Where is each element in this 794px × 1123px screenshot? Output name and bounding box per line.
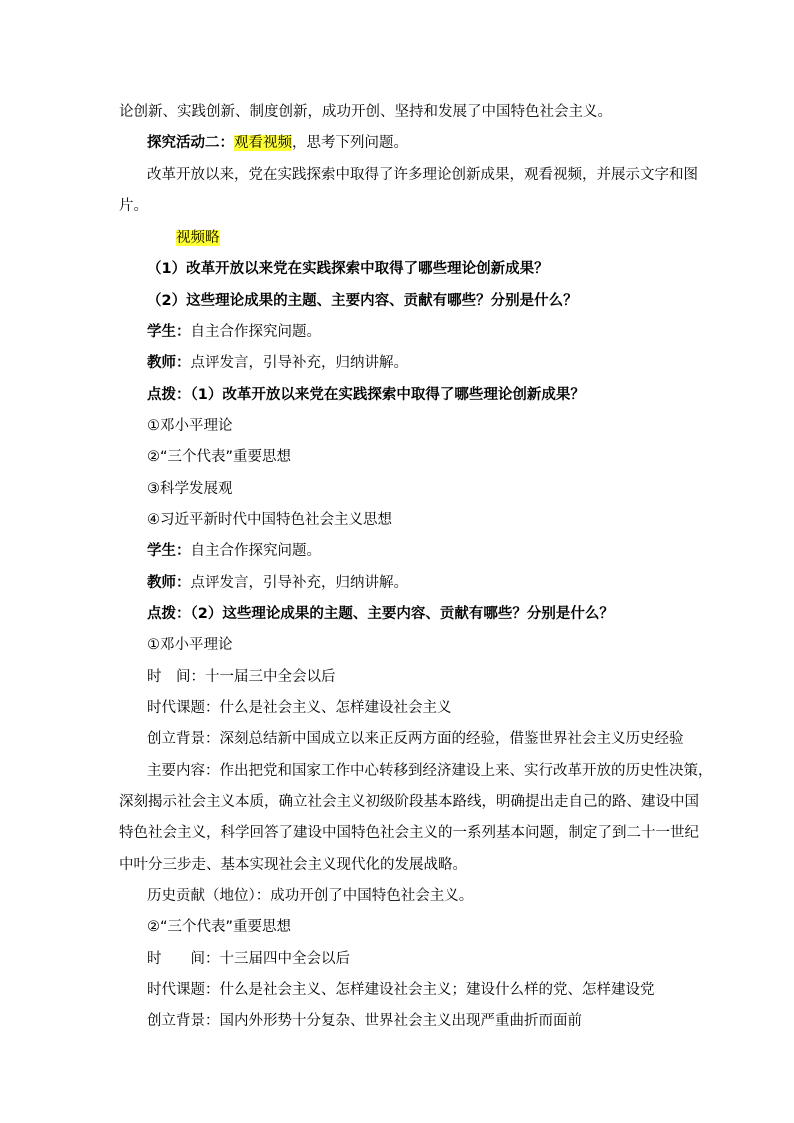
video-note [176, 228, 220, 248]
theory-item: ①邓小平理论 [147, 418, 233, 434]
student-line-1 [147, 322, 321, 342]
deng-content-line: 中叶分三步走、基本实现社会主义现代化的发展战略。 [119, 857, 467, 873]
intro-tail: 论创新、实践创新、制度创新，成功开创、坚持和发展了中国特色社会主义。 [119, 104, 612, 120]
activity-rest: ，思考下列问题。 [292, 135, 408, 151]
deng-content-line: 深刻揭示社会主义本质，确立社会主义初级阶段基本路线，明确提出走自己的路、建设中国 [119, 794, 699, 810]
teacher-label: 教师： [147, 575, 191, 591]
student-text: 自主合作探究问题。 [190, 543, 321, 559]
video-note-text: 视频略 [176, 230, 220, 246]
deng-background: 创立背景：深刻总结新中国成立以来正反两方面的经验，借鉴世界社会主义历史经验 [147, 731, 684, 747]
deng-contribution: 历史贡献（地位）：成功开创了中国特色社会主义。 [147, 888, 474, 904]
teacher-line-2 [147, 573, 408, 593]
question-2: （2）这些理论成果的主题、主要内容、贡献有哪些？分别是什么？ [147, 293, 578, 309]
teacher-text: 点评发言，引导补充，归纳讲解。 [190, 575, 408, 591]
guide-line-1 [147, 385, 585, 405]
guide-line-2 [147, 604, 614, 624]
teacher-label: 教师： [147, 355, 191, 371]
teacher-text: 点评发言，引导补充，归纳讲解。 [190, 355, 408, 371]
teacher-line-1 [147, 353, 408, 373]
guide-text: （1）改革开放以来党在实践探索中取得了哪些理论创新成果？ [190, 387, 585, 403]
theory-item: ④习近平新时代中国特色社会主义思想 [147, 512, 392, 528]
question-1: （1）改革开放以来党在实践探索中取得了哪些理论创新成果？ [147, 261, 549, 277]
deng-content-line: 主要内容：作出把党和国家工作中心转移到经济建设上来、实行改革开放的历史性决策， [147, 763, 713, 779]
three-represents-topic: 时代课题：什么是社会主义、怎样建设社会主义；建设什么样的党、怎样建设党 [147, 982, 655, 998]
activity-desc-line-1: 改革开放以来，党在实践探索中取得了许多理论创新成果，观看视频，并展示文字和图 [147, 167, 698, 183]
activity-desc-line-2: 片。 [119, 198, 148, 214]
activity-heading [147, 133, 408, 153]
theory-item: ②“三个代表”重要思想 [147, 449, 292, 465]
deng-title: ①邓小平理论 [147, 637, 233, 653]
activity-label: 探究活动二： [147, 135, 234, 151]
student-label: 学生： [147, 543, 191, 559]
guide-label: 点拨： [147, 387, 191, 403]
theory-item: ③科学发展观 [147, 481, 233, 497]
deng-content-line: 特色社会主义，科学回答了建设中国特色社会主义的一系列基本问题，制定了到二十一世纪 [119, 825, 699, 841]
deng-time: 时 间：十一届三中全会以后 [147, 669, 336, 685]
three-represents-background: 创立背景：国内外形势十分复杂、世界社会主义出现严重曲折而面前 [147, 1013, 582, 1029]
deng-topic: 时代课题：什么是社会主义、怎样建设社会主义 [147, 700, 452, 716]
student-line-2 [147, 541, 321, 561]
three-represents-title: ②“三个代表”重要思想 [147, 919, 292, 935]
guide-label: 点拨： [147, 606, 191, 622]
student-text: 自主合作探究问题。 [190, 324, 321, 340]
activity-highlight: 观看视频 [234, 135, 292, 151]
three-represents-time: 时 间：十三届四中全会以后 [147, 951, 350, 967]
student-label: 学生： [147, 324, 191, 340]
guide-text: （2）这些理论成果的主题、主要内容、贡献有哪些？分别是什么？ [190, 606, 614, 622]
